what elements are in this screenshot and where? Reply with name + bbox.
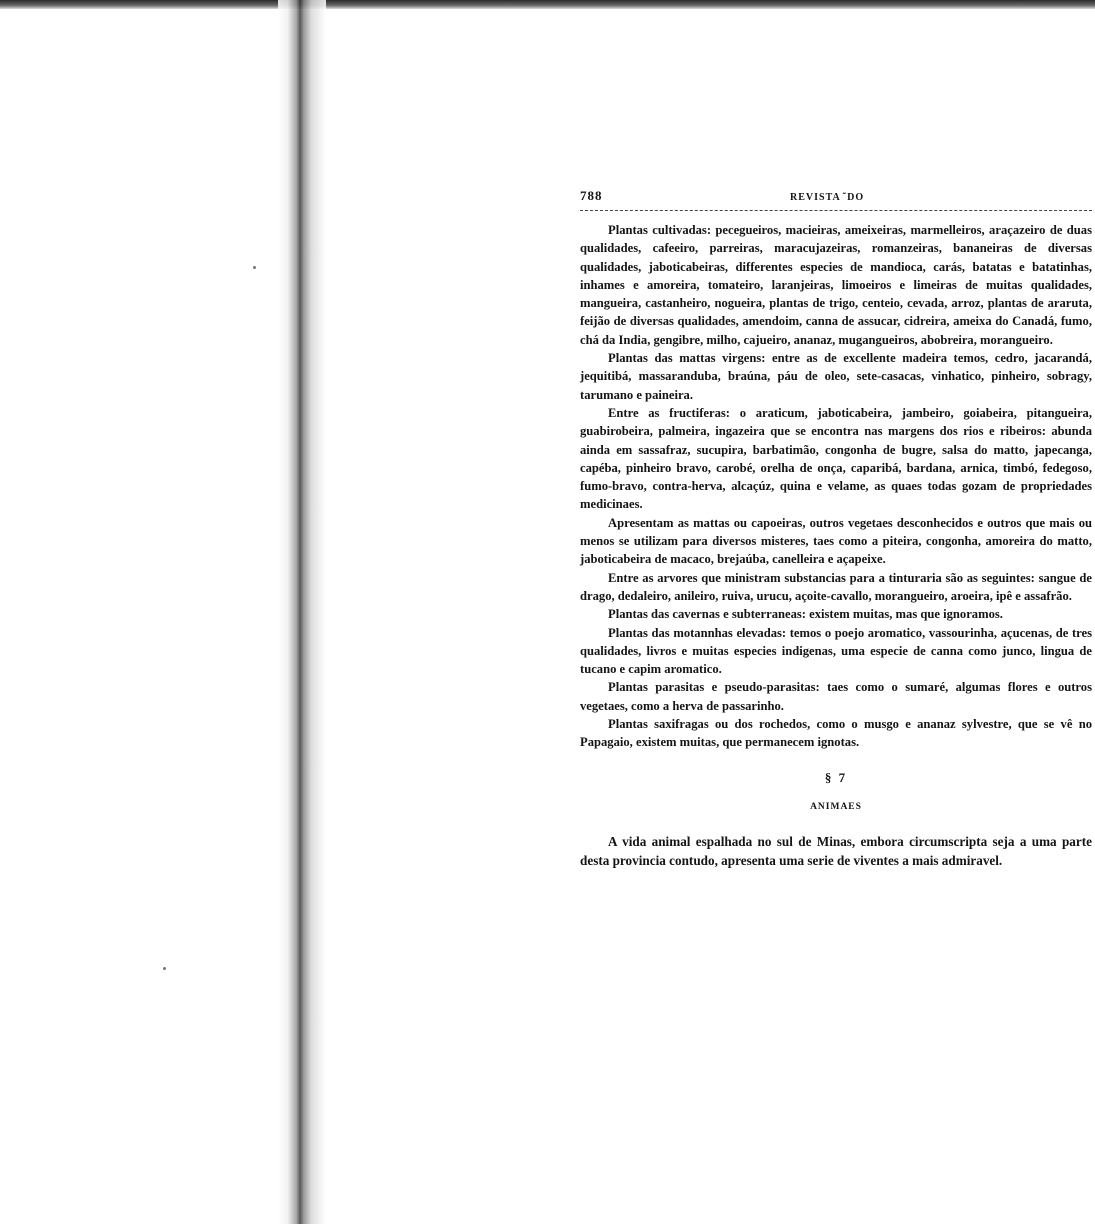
- paragraph-virgin-forest-plants: Plantas das mattas virgens: entre as de excellente madeira temos, cedro, jacarandá, jequitibá, massaranduba, braúna, páu de oleo, sete-casacas, vinhatico, pinheiro, sobragy, tarumano e paineira.: [580, 351, 1092, 402]
- book-page: [580, 188, 1092, 870]
- paragraph-cultivated-plants: Plantas cultivadas: pecegueiros, macieiras, ameixeiras, marmelleiros, araçazeiro de duas qualidades, cafeeiro, parreiras, maracujazeiras, romanzeiras, bananeiras de diversas qualidades, jaboticabeiras, differentes especies de mandioca, carás, batatas e batatinhas, inhames e amoreira, tomateiro, laranjeiras, limoeiros e limeiras de muitas qualidades, mangueira, castanheiro, nogueira, plantas de trigo, centeio, cevada, arroz, plantas de araruta, feijão de diversas qualidades, amendoim, canna de assucar, cidreira, ameixa do Canadá, fumo, chá da India, gengibre, milho, cajueiro, ananaz, mugangueiros, abobreira, morangueiro.: [580, 223, 1092, 347]
- paragraph-fruit-trees: Entre as fructiferas: o araticum, jaboticabeira, jambeiro, goiabeira, pitangueira, guabirobeira, palmeira, ingazeira que se encontra nas margens dos rios e ribeiros: abunda ainda em sassafraz, sucupira, barbatimão, congonha de bugre, salsa do matto, japecanga, capéba, pinheiro bravo, carobé, orelha de onça, caparibá, bardana, arnica, timbó, fedegoso, fumo-bravo, contra-herva, alcaçúz, quina e velame, as quaes todas gozam de propriedades medicinaes.: [580, 405, 1092, 512]
- paper-speck: [253, 266, 256, 269]
- book-top-edge: [0, 0, 1095, 9]
- paragraph-cave-plants: Plantas das cavernas e subterraneas: existem muitas, mas que ignoramos.: [608, 607, 1003, 622]
- section-title: ANIMAES: [810, 801, 862, 812]
- running-head: REVISTA ̃ DO: [790, 192, 865, 203]
- section-number: § 7: [824, 769, 848, 785]
- paragraph-rock-plants: Plantas saxifragas ou dos rochedos, como o musgo e ananaz sylvestre, que se vê no Papagaio, existem muitas, que permanecem ignotas.: [580, 717, 1092, 750]
- paragraph-animal-life: A vida animal espalhada no sul de Minas, embora circumscripta seja a uma parte desta provincia contudo, apresenta uma serie de viventes a mais admiravel.: [580, 833, 1092, 868]
- page-number: 788: [580, 188, 603, 203]
- paragraph-parasitic-plants: Plantas parasitas e pseudo-parasitas: taes como o sumaré, algumas flores e outros vegetaes, como a herva de passarinho.: [580, 680, 1092, 713]
- book-spine-gutter: [278, 0, 326, 1224]
- paragraph-dye-trees: Entre as arvores que ministram substancias para a tinturaria são as seguintes: sangue de drago, dedaleiro, anileiro, ruiva, urucu, açoite-cavallo, morangueiro, aroeira, ipê e assafrão.: [580, 570, 1092, 603]
- page-header: [580, 188, 1092, 206]
- paper-speck: [163, 967, 166, 970]
- paragraph-unknown-vegetation: Apresentam as mattas ou capoeiras, outros vegetaes desconhecidos e outros que mais ou menos se utilizam para diversos misteres, taes como a piteira, congonha, amoreira do matto, jaboticabeira de macaco, brejaúba, canelleira e açapeixe.: [580, 515, 1092, 567]
- header-rule: [580, 210, 1092, 211]
- paragraph-mountain-plants: Plantas das motannhas elevadas: temos o poejo aromatico, vassourinha, açucenas, de tres qualidades, livros e muitas especies indigenas, uma especie de canna como junco, lingua de tucano e capim aromatico.: [580, 625, 1092, 677]
